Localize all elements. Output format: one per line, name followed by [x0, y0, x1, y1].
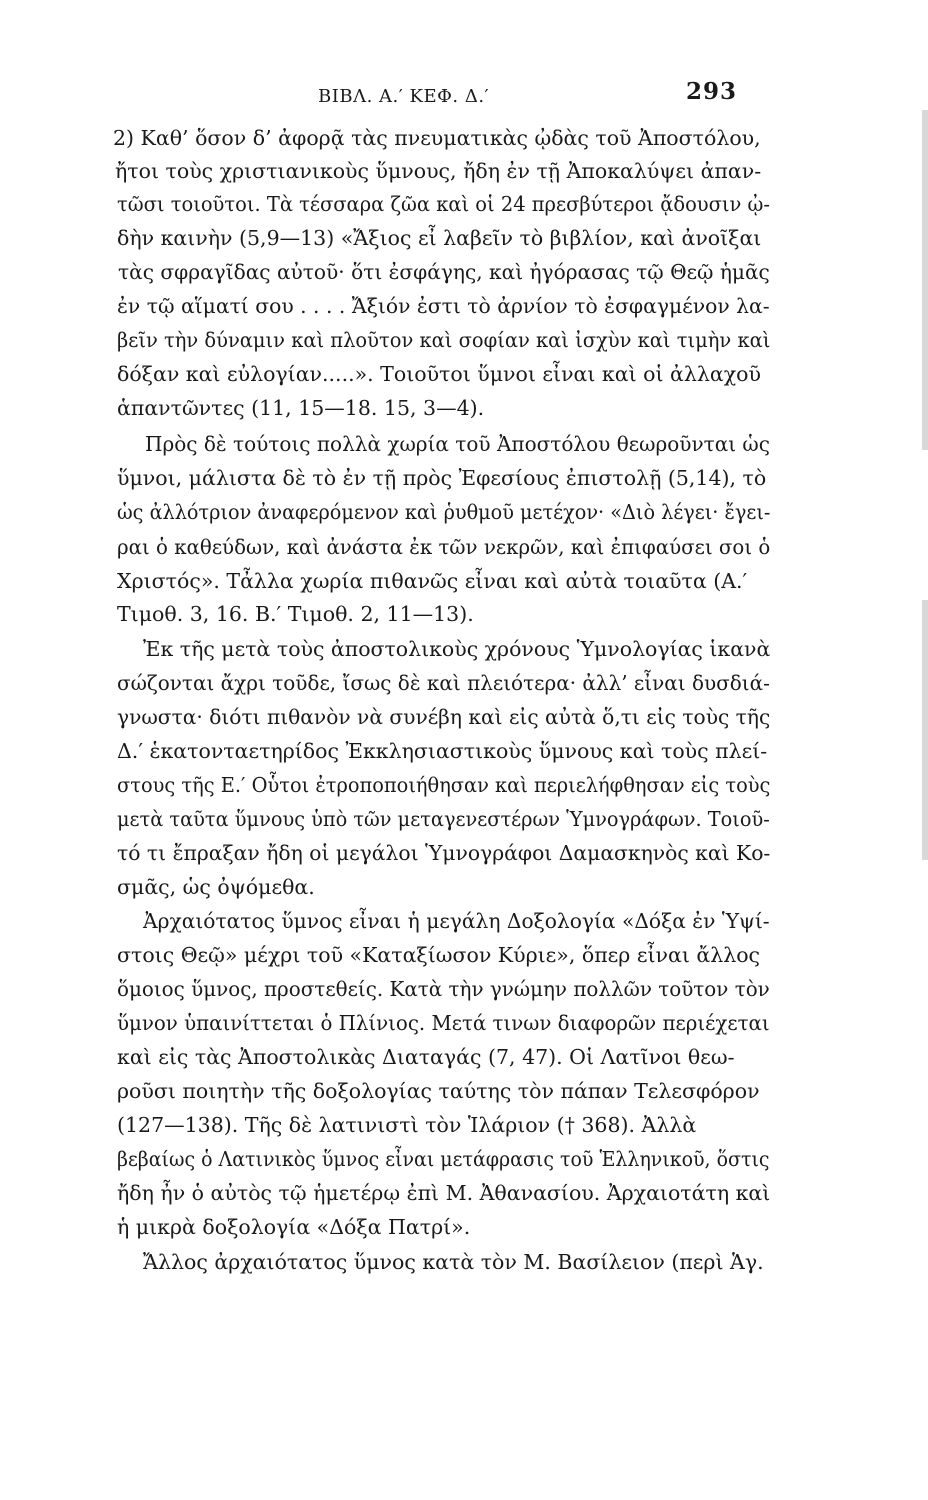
page-number: 293 — [686, 78, 738, 105]
text-line: δὴν καινὴν (5,9—13) «Ἄξιος εἶ λαβεῖν τὸ βιβλίον, καὶ ἀνοῖξαι — [117, 226, 762, 250]
text-line: Πρὸς δὲ τούτοις πολλὰ χωρία τοῦ Ἀποστόλου θεωροῦνται ὡς — [145, 432, 770, 456]
text-line: γνωστα· διότι πιθανὸν νὰ συνέβη καὶ εἰς αὐτὰ ὅ,τι εἰς τοὺς τῆς — [117, 705, 771, 729]
text-line: Δ.′ ἑκατονταετηρίδος Ἐκκλησιαστικοὺς ὕμνους καὶ τοὺς πλεί- — [117, 739, 768, 763]
text-line: ἁπαντῶντες (11, 15—18. 15, 3—4). — [117, 396, 485, 420]
text-line: στοις Θεῷ» μέχρι τοῦ «Καταξίωσον Κύριε», ὅπερ εἶναι ἄλλος — [117, 943, 761, 967]
text-line: ἐν τῷ αἵματί σου . . . . Ἄξιόν ἐστι τὸ ἀρνίον τὸ ἐσφαγμένον λα- — [117, 294, 770, 318]
text-line: ὡς ἀλλότριον ἀναφερόμενον καὶ ῥυθμοῦ μετέχον· «Διὸ λέγει· ἔγει- — [117, 500, 771, 524]
text-line: 2) Καθ’ ὅσον δ’ ἀφορᾷ τὰς πνευματικὰς ᾠδὰς τοῦ Ἀποστόλου, — [113, 126, 761, 150]
text-line: ὅμοιος ὕμνος, προστεθείς. Κατὰ τὴν γνώμην πολλῶν τοῦτον τὸν — [117, 977, 770, 1001]
text-line: ραι ὁ καθεύδων, καὶ ἀνάστα ἐκ τῶν νεκρῶν, καὶ ἐπιφαύσει σοι ὁ — [117, 535, 771, 559]
text-line: καὶ εἰς τὰς Ἀποστολικὰς Διαταγάς (7, 47). Οἱ Λατῖνοι θεω- — [117, 1045, 735, 1069]
text-line: ἤτοι τοὺς χριστιανικοὺς ὕμνους, ἤδη ἐν τῇ Ἀποκαλύψει ἀπαν- — [115, 159, 762, 183]
text-line: ὕμνον ὑπαινίττεται ὁ Πλίνιος. Μετά τινων διαφορῶν περιέχεται — [117, 1011, 770, 1035]
text-line: σώζονται ἄχρι τοῦδε, ἴσως δὲ καὶ πλειότερα· ἀλλ’ εἶναι δυσδιά- — [117, 671, 770, 695]
text-line: Χριστός». Τἆλλα χωρία πιθανῶς εἶναι καὶ αὐτὰ τοιαῦτα (Α.′ — [117, 569, 748, 593]
text-line: ἤδη ἦν ὁ αὐτὸς τῷ ἡμετέρῳ ἐπὶ Μ. Ἀθανασίου. Ἀρχαιοτάτη καὶ — [117, 1181, 771, 1205]
text-line: Ἄλλος ἀρχαιότατος ὕμνος κατὰ τὸν Μ. Βασίλειον (περὶ Ἁγ. — [143, 1250, 764, 1274]
text-line: τό τι ἔπραξαν ἤδη οἱ μεγάλοι Ὑμνογράφοι Δαμασκηνὸς καὶ Κο- — [117, 841, 771, 865]
text-line: Τιμοθ. 3, 16. Β.′ Τιμοθ. 2, 11—13). — [117, 602, 474, 626]
text-line: Ἀρχαιότατος ὕμνος εἶναι ἡ μεγάλη Δοξολογία «Δόξα ἐν Ὑψί- — [143, 909, 770, 933]
text-line: βεβαίως ὁ Λατινικὸς ὕμνος εἶναι μετάφρασις τοῦ Ἑλληνικοῦ, ὅστις — [117, 1147, 770, 1171]
text-line: τὰς σφραγῖδας αὐτοῦ· ὅτι ἐσφάγης, καὶ ἠγόρασας τῷ Θεῷ ἡμᾶς — [118, 260, 770, 284]
running-head: ΒΙΒΛ. Α.′ ΚΕΦ. Δ.′ — [318, 86, 490, 107]
text-line: βεῖν τὴν δύναμιν καὶ πλοῦτον καὶ σοφίαν καὶ ἰσχὺν καὶ τιμὴν καὶ — [117, 328, 771, 352]
text-line: στους τῆς Ε.′ Οὗτοι ἐτροποποιήθησαν καὶ περιελήφθησαν εἰς τοὺς — [117, 773, 771, 797]
text-line: μετὰ ταῦτα ὕμνους ὑπὸ τῶν μεταγενεστέρων Ὑμνογράφων. Τοιοῦ- — [117, 807, 770, 831]
page-edge-shadow — [922, 110, 928, 450]
text-line: ροῦσι ποιητὴν τῆς δοξολογίας ταύτης τὸν πάπαν Τελεσφόρον — [117, 1079, 760, 1103]
text-line: τῶσι τοιοῦτοι. Τὰ τέσσαρα ζῶα καὶ οἱ 24 πρεσβύτεροι ᾄδουσιν ᾠ- — [117, 192, 771, 216]
text-line: (127—138). Τῆς δὲ λατινιστὶ τὸν Ἱλάριον († 368). Ἀλλὰ — [117, 1113, 697, 1137]
text-line: ἡ μικρὰ δοξολογία «Δόξα Πατρί». — [117, 1215, 471, 1239]
text-line: ὕμνοι, μάλιστα δὲ τὸ ἐν τῇ πρὸς Ἐφεσίους ἐπιστολῇ (5,14), τὸ — [117, 466, 767, 490]
text-line: Ἐκ τῆς μετὰ τοὺς ἀποστολικοὺς χρόνους Ὑμνολογίας ἱκανὰ — [143, 637, 771, 661]
page-edge-shadow — [922, 600, 928, 860]
text-line: σμᾶς, ὡς ὀψόμεθα. — [117, 875, 315, 899]
text-line: δόξαν καὶ εὐλογίαν.....». Τοιοῦτοι ὕμνοι εἶναι καὶ οἱ ἀλλαχοῦ — [117, 362, 761, 386]
